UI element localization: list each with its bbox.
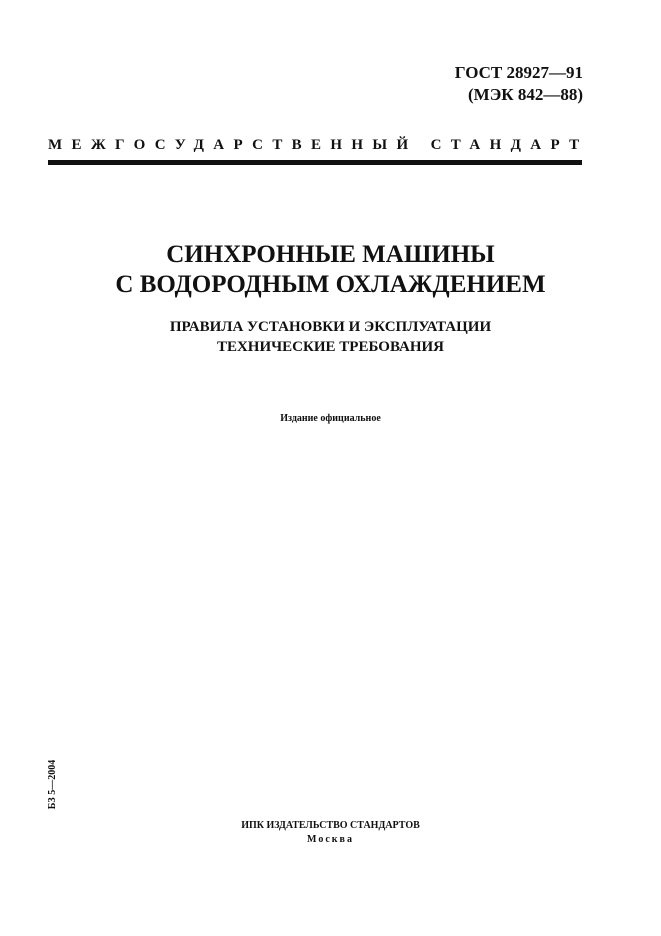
document-title xyxy=(0,240,661,300)
subtitle-line-2: ТЕХНИЧЕСКИЕ ТРЕБОВАНИЯ xyxy=(216,339,445,355)
side-code-block xyxy=(44,741,62,827)
standard-category: МЕЖГОСУДАРСТВЕННЫЙ СТАНДАРТ xyxy=(48,137,589,153)
standard-number: ГОСТ 28927—91 xyxy=(454,63,583,82)
title-line-2: С ВОДОРОДНЫМ ОХЛАЖДЕНИЕМ xyxy=(115,271,546,298)
subtitle-line-1: ПРАВИЛА УСТАНОВКИ И ЭКСПЛУАТАЦИИ xyxy=(169,319,492,335)
iec-number: (МЭК 842—88) xyxy=(468,85,583,104)
publisher-name: ИПК ИЗДАТЕЛЬСТВО СТАНДАРТОВ xyxy=(241,820,420,831)
edition-note: Издание официальное xyxy=(280,413,381,424)
title-line-1: СИНХРОННЫЕ МАШИНЫ xyxy=(166,241,495,268)
side-code-text: БЗ 5—2004 xyxy=(47,759,59,809)
publisher-city: Москва xyxy=(307,834,354,845)
header-divider xyxy=(48,160,582,165)
document-subtitle xyxy=(0,317,661,357)
publisher-block xyxy=(0,819,661,847)
standard-code-block xyxy=(455,62,583,106)
